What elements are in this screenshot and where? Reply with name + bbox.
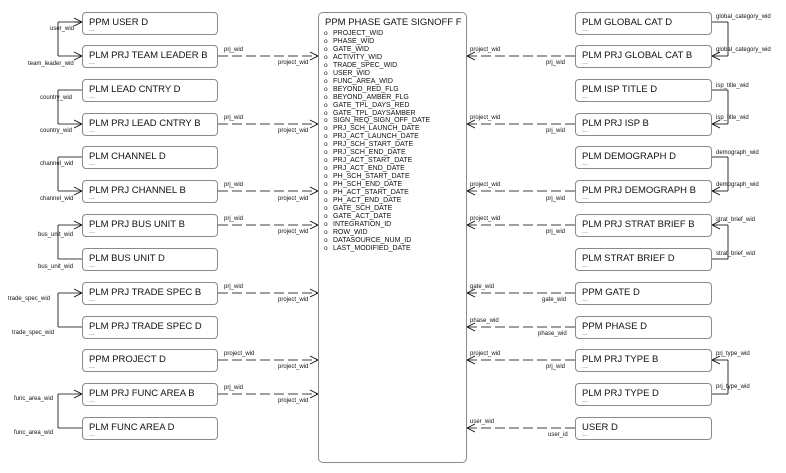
attribute-item: o PH_ACT_START_DATE (324, 189, 430, 197)
entity-plm-isp-title-d[interactable] (575, 79, 712, 102)
label-prj-wid: prj_wid (224, 385, 244, 391)
attribute-item: o PRJ_ACT_END_DATE (324, 165, 430, 173)
entity-plm-bus-unit-d[interactable] (82, 248, 218, 271)
attribute-item: o PHASE_WID (324, 38, 430, 46)
entity-ppm-user-d[interactable] (82, 12, 218, 35)
entity-dots: ... (582, 228, 588, 235)
entity-dots: ... (89, 228, 95, 235)
label-prj-wid: prj_wid (546, 128, 566, 134)
attribute-item: o PH_ACT_END_DATE (324, 197, 430, 205)
attribute-item: o GATE_TPL_DAYSAMBER (324, 110, 430, 118)
attribute-item: o DATASOURCE_NUM_ID (324, 237, 430, 245)
label-country-wid: country_wid (40, 95, 73, 101)
label-prj-wid: prj_wid (224, 182, 244, 188)
label-project-wid: project_wid (278, 196, 309, 202)
label-global-category-wid: global_category_wid (716, 47, 771, 53)
attribute-item: o INTEGRATION_ID (324, 221, 430, 229)
entity-ppm-project-d[interactable] (82, 349, 218, 372)
entity-plm-lead-cntry-d[interactable] (82, 79, 218, 102)
entity-dots: ... (89, 397, 95, 404)
label-demograph-wid: demograph_wid (716, 182, 759, 188)
label-channel-wid: channel_wid (40, 196, 74, 202)
attribute-item: o PRJ_SCH_START_DATE (324, 141, 430, 149)
entity-plm-prj-trade-spec-b[interactable] (82, 282, 218, 305)
entity-plm-func-area-d[interactable] (82, 417, 218, 440)
attribute-item: o GATE_TPL_DAYS_RED (324, 102, 430, 110)
entity-dots: ... (582, 363, 588, 370)
entity-plm-strat-brief-d[interactable] (575, 248, 712, 271)
attribute-item: o LAST_MODIFIED_DATE (324, 245, 430, 253)
attribute-item: o BEYOND_RED_FLG (324, 86, 430, 94)
entity-dots: ... (89, 26, 95, 33)
entity-title: PPM USER D (89, 17, 149, 28)
entity-dots: ... (582, 160, 588, 167)
entity-dots: ... (89, 127, 95, 134)
label-prj-wid: prj_wid (224, 47, 244, 53)
entity-title: PLM FUNC AREA D (89, 422, 175, 433)
entity-plm-prj-func-area-b[interactable] (82, 383, 218, 406)
label-phase-wid: phase_wid (470, 318, 499, 324)
attribute-item: o TRADE_SPEC_WID (324, 62, 430, 70)
label-bus-unit-wid: bus_unit_wid (38, 232, 74, 238)
attribute-item: o BEYOND_AMBER_FLG (324, 94, 430, 102)
attribute-item: o ROW_WID (324, 229, 430, 237)
entity-dots: ... (582, 397, 588, 404)
entity-dots: ... (89, 363, 95, 370)
attribute-item: o FUNC_AREA_WID (324, 78, 430, 86)
attribute-item: o GATE_SCH_DATE (324, 205, 430, 213)
attribute-item: o PH_SCH_START_DATE (324, 173, 430, 181)
label-prj-wid: prj_wid (546, 364, 566, 370)
label-isp-title-wid: isp_title_wid (716, 115, 749, 121)
entity-plm-channel-d[interactable] (82, 146, 218, 169)
center-entity-attributes (324, 30, 430, 253)
entity-dots: ... (89, 160, 95, 167)
entity-plm-prj-bus-unit-b[interactable] (82, 214, 218, 237)
entity-user-d[interactable] (575, 417, 712, 440)
entity-plm-prj-lead-cntry-b[interactable] (82, 113, 218, 136)
entity-title: PLM PRJ STRAT BRIEF B (582, 219, 695, 230)
entity-title: PLM PRJ FUNC AREA B (89, 388, 195, 399)
label-prj-wid: prj_wid (546, 229, 566, 235)
entity-plm-prj-trade-spec-d[interactable] (82, 316, 218, 339)
attribute-item: o ACTIVITY_WID (324, 54, 430, 62)
label-project-wid: project_wid (278, 364, 309, 370)
label-project-wid: project_wid (278, 297, 309, 303)
entity-title: PLM STRAT BRIEF D (582, 253, 675, 264)
label-project-wid: project_wid (278, 128, 309, 134)
entity-title: PLM PRJ DEMOGRAPH B (582, 185, 697, 196)
entity-plm-global-cat-d[interactable] (575, 12, 712, 35)
entity-plm-prj-type-d[interactable] (575, 383, 712, 406)
entity-plm-demograph-d[interactable] (575, 146, 712, 169)
label-func-area-wid: func_area_wid (14, 430, 54, 436)
label-project-wid: project_wid (470, 47, 501, 53)
label-isp-title-wid: isp_title_wid (716, 83, 749, 89)
label-user-wid: user_wid (50, 26, 75, 32)
label-prj-wid: prj_wid (224, 284, 244, 290)
entity-dots: ... (582, 262, 588, 269)
label-prj-wid: prj_wid (224, 216, 244, 222)
label-prj-wid: prj_wid (546, 60, 566, 66)
entity-title: PLM PRJ TEAM LEADER B (89, 50, 208, 61)
entity-title: PPM GATE D (582, 287, 640, 298)
label-prj-type-wid: prj_type_wid (716, 351, 750, 357)
label-project-wid: project_wid (278, 398, 309, 404)
label-bus-unit-wid: bus_unit_wid (38, 264, 74, 270)
label-project-wid: project_wid (470, 216, 501, 222)
label-prj-type-wid: prj_type_wid (716, 384, 750, 390)
entity-dots: ... (89, 59, 95, 66)
label-phase-wid: phase_wid (538, 331, 567, 337)
entity-title: PLM PRJ LEAD CNTRY B (89, 118, 201, 129)
entity-title: PLM PRJ TRADE SPEC B (89, 287, 202, 298)
center-entity[interactable] (318, 12, 467, 463)
entity-dots: ... (89, 93, 95, 100)
entity-title: PLM BUS UNIT D (89, 253, 165, 264)
entity-dots: ... (89, 431, 95, 438)
label-country-wid: country_wid (40, 128, 73, 134)
attribute-item: o PROJECT_WID (324, 30, 430, 38)
entity-dots: ... (89, 296, 95, 303)
entity-dots: ... (582, 330, 588, 337)
attribute-item: o GATE_ACT_DATE (324, 213, 430, 221)
entity-title: PLM PRJ GLOBAL CAT B (582, 50, 693, 61)
label-channel-wid: channel_wid (40, 161, 74, 167)
entity-title: PLM ISP TITLE D (582, 84, 658, 95)
entity-dots: ... (582, 431, 588, 438)
entity-title: PLM PRJ TYPE D (582, 388, 659, 399)
entity-title: PLM PRJ TRADE SPEC D (89, 321, 202, 332)
entity-dots: ... (582, 93, 588, 100)
entity-title: PLM PRJ CHANNEL B (89, 185, 186, 196)
entity-dots: ... (89, 194, 95, 201)
entity-title: PLM CHANNEL D (89, 151, 166, 162)
attribute-item: o PRJ_ACT_LAUNCH_DATE (324, 133, 430, 141)
entity-dots: ... (582, 127, 588, 134)
entity-dots: ... (89, 330, 95, 337)
entity-title: PLM DEMOGRAPH D (582, 151, 676, 162)
attribute-item: o GATE_WID (324, 46, 430, 54)
entity-plm-prj-channel-b[interactable] (82, 180, 218, 203)
label-project-wid: project_wid (470, 115, 501, 121)
label-team-leader-wid: team_leader_wid (28, 61, 74, 67)
entity-dots: ... (582, 296, 588, 303)
attribute-item: o PH_SCH_END_DATE (324, 181, 430, 189)
entity-plm-prj-isp-b[interactable] (575, 113, 712, 136)
label-gate-wid: gate_wid (542, 297, 567, 303)
label-user-wid: user_wid (470, 419, 495, 425)
label-trade-spec-wid: trade_spec_wid (8, 296, 51, 302)
attribute-item: o USER_WID (324, 70, 430, 78)
label-func-area-wid: func_area_wid (14, 396, 54, 402)
entity-title: PLM PRJ TYPE B (582, 354, 659, 365)
attribute-item: o PRJ_ACT_START_DATE (324, 157, 430, 165)
label-project-wid: project_wid (470, 351, 501, 357)
label-global-category-wid: global_category_wid (716, 14, 771, 20)
entity-dots: ... (582, 59, 588, 66)
entity-dots: ... (582, 194, 588, 201)
label-project-wid: project_wid (278, 229, 309, 235)
entity-dots: ... (89, 262, 95, 269)
label-prj-wid: prj_wid (224, 115, 244, 121)
entity-title: PLM PRJ BUS UNIT B (89, 219, 185, 230)
label-user-id: user_id (548, 432, 568, 438)
entity-title: PLM LEAD CNTRY D (89, 84, 181, 95)
attribute-item: o PRJ_SCH_LAUNCH_DATE (324, 125, 430, 133)
entity-plm-prj-team-leader-b[interactable] (82, 45, 218, 68)
entity-title: PLM PRJ ISP B (582, 118, 649, 129)
entity-dots: ... (582, 26, 588, 33)
label-trade-spec-wid: trade_spec_wid (12, 330, 55, 336)
entity-plm-prj-type-b[interactable] (575, 349, 712, 372)
attribute-item: o SIGN_REQ_SIGN_OFF_DATE (324, 117, 430, 125)
entity-title: PPM PHASE D (582, 321, 647, 332)
entity-plm-prj-strat-brief-b[interactable] (575, 214, 712, 237)
entity-ppm-gate-d[interactable] (575, 282, 712, 305)
label-project-wid: project_wid (224, 351, 255, 357)
entity-plm-prj-demograph-b[interactable] (575, 180, 712, 203)
center-entity-title: PPM PHASE GATE SIGNOFF F (325, 17, 462, 28)
label-prj-wid: prj_wid (546, 196, 566, 202)
entity-title: USER D (582, 422, 618, 433)
label-strat-brief-wid: strat_brief_wid (716, 251, 756, 257)
entity-title: PPM PROJECT D (89, 354, 166, 365)
attribute-item: o PRJ_SCH_END_DATE (324, 149, 430, 157)
label-strat-brief-wid: strat_brief_wid (716, 217, 756, 223)
label-gate-wid: gate_wid (470, 284, 495, 290)
label-project-wid: project_wid (278, 60, 309, 66)
label-project-wid: project_wid (470, 182, 501, 188)
entity-ppm-phase-d[interactable] (575, 316, 712, 339)
entity-plm-prj-global-cat-b[interactable] (575, 45, 712, 68)
label-demograph-wid: demograph_wid (716, 150, 759, 156)
entity-title: PLM GLOBAL CAT D (582, 17, 673, 28)
